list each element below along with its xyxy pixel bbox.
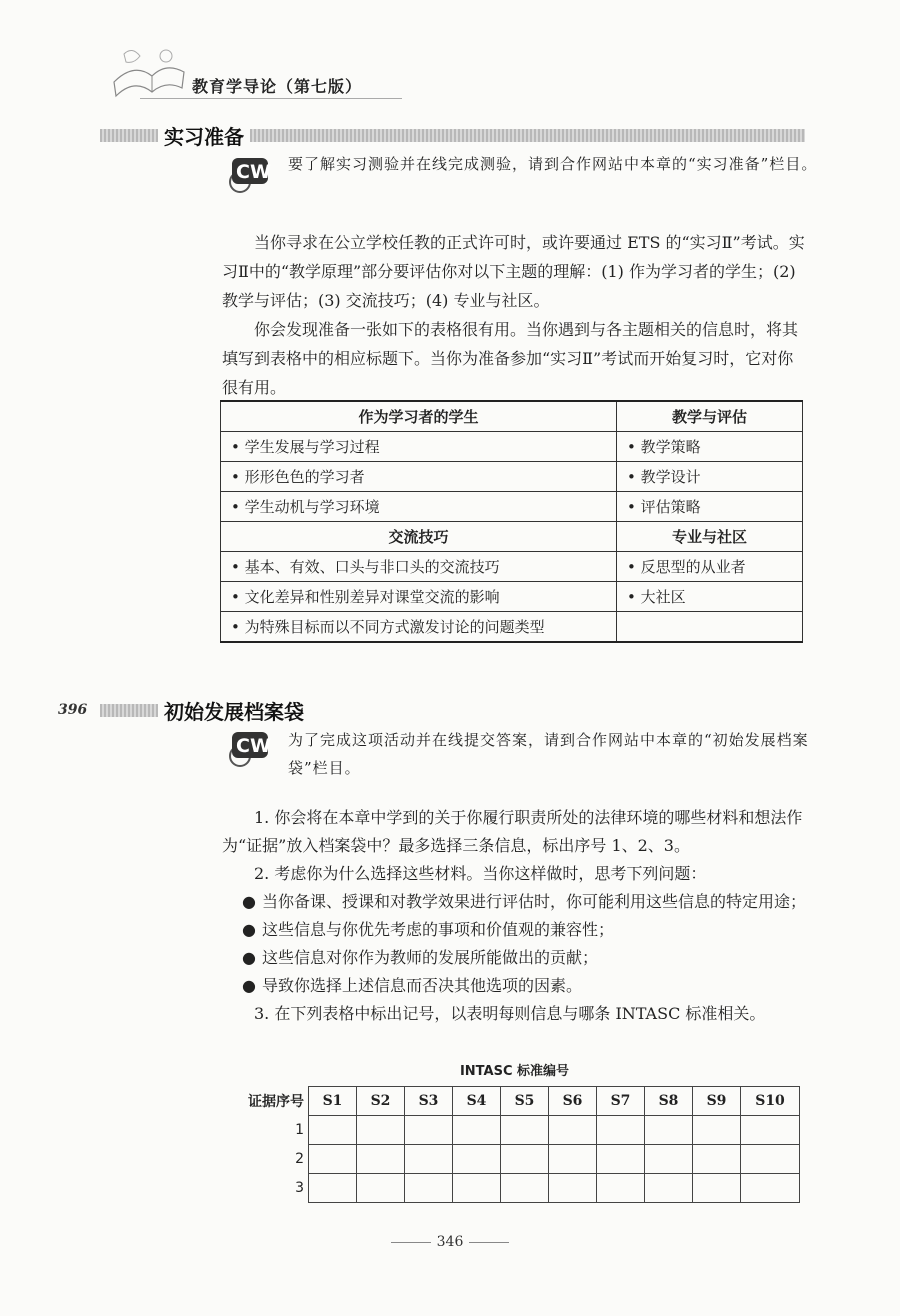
bullet-item: ● 导致你选择上述信息而否决其他选项的因素。 xyxy=(242,972,807,1000)
table-row xyxy=(221,552,803,582)
column-header: S5 xyxy=(501,1087,549,1116)
bullet-item: ● 这些信息对你作为教师的发展所能做出的贡献； xyxy=(242,944,807,972)
list-item: 2. 考虑你为什么选择这些材料。当你这样做时，思考下列问题： xyxy=(254,864,707,883)
footer-ornament-left xyxy=(391,1242,431,1243)
row-number: 3 xyxy=(222,1174,309,1203)
heading-bar-left xyxy=(100,704,158,717)
table-header: 专业与社区 xyxy=(617,522,803,552)
cw-icon xyxy=(226,152,272,198)
table-cell: • 大社区 xyxy=(617,582,803,612)
page-footer xyxy=(0,1234,900,1250)
table-cell: • 评估策略 xyxy=(617,492,803,522)
header-title: 教育学导论（第七版） xyxy=(192,77,363,96)
heading-bar-right xyxy=(250,129,805,142)
row-number: 1 xyxy=(222,1116,309,1145)
table-row xyxy=(221,582,803,612)
table-cell: • 为特殊目标而以不同方式激发讨论的问题类型 xyxy=(221,612,617,643)
cw-icon xyxy=(226,726,272,772)
table-header: 交流技巧 xyxy=(221,522,617,552)
column-header: S4 xyxy=(453,1087,501,1116)
heading-bar-left xyxy=(100,129,158,142)
cw-note: 为了完成这项活动并在线提交答案，请到合作网站中本章的“初始发展档案袋”栏目。 xyxy=(288,731,809,777)
bullet-list xyxy=(222,888,807,1000)
table-row xyxy=(222,1145,800,1174)
table-cell: • 形形色色的学习者 xyxy=(221,462,617,492)
table-row xyxy=(221,612,803,643)
bullet-icon: ● xyxy=(242,920,256,939)
page-number: 346 xyxy=(436,1234,464,1250)
intasc-table xyxy=(222,1086,800,1203)
bullet-icon: ● xyxy=(242,892,256,911)
list-item: 3. 在下列表格中标出记号，以表明每则信息与哪条 INTASC 标准相关。 xyxy=(254,1004,766,1023)
column-header: S8 xyxy=(645,1087,693,1116)
column-header: S6 xyxy=(549,1087,597,1116)
table-row xyxy=(221,462,803,492)
book-icon xyxy=(104,42,188,98)
paragraph: 你会发现准备一张如下的表格很有用。当你遇到与各主题相关的信息时，将其填写到表格中的相应标题下。当你为准备参加“实习Ⅱ”考试而开始复习时，它对你很有用。 xyxy=(222,320,799,397)
intasc-table-caption: INTASC 标准编号 xyxy=(459,1064,570,1079)
intro-paragraphs xyxy=(222,228,807,402)
column-header: S1 xyxy=(309,1087,357,1116)
table-cell: • 教学策略 xyxy=(617,432,803,462)
section-heading-portfolio xyxy=(100,697,805,723)
bullet-item: ● 当你备课、授课和对教学效果进行评估时，你可能利用这些信息的特定用途； xyxy=(242,888,807,916)
bullet-item: ● 这些信息与你优先考虑的事项和价值观的兼容性； xyxy=(242,916,807,944)
table-row xyxy=(221,432,803,462)
column-header: S10 xyxy=(741,1087,800,1116)
svg-text:CW: CW xyxy=(236,161,271,183)
table-row xyxy=(222,1116,800,1145)
section-title: 实习准备 xyxy=(164,124,244,149)
paragraph: 当你寻求在公立学校任教的正式许可时，或许要通过 ETS 的“实习Ⅱ”考试。实习Ⅱ中的“教学原理”部分要评估你对以下主题的理解：(1) 作为学习者的学生；(2) 教学与评估；(3) 交流技巧；(4) 专业与社区。 xyxy=(222,233,805,310)
list-item: 1. 你会将在本章中学到的关于你履行职责所处的法律环境的哪些材料和想法作为“证据”放入档案袋中？最多选择三条信息，标出序号 1、2、3。 xyxy=(222,808,803,855)
row-number: 2 xyxy=(222,1145,309,1174)
margin-page-number: 396 xyxy=(58,702,88,718)
table-cell: • 反思型的从业者 xyxy=(617,552,803,582)
section-title: 初始发展档案袋 xyxy=(164,699,304,724)
table-cell: • 教学设计 xyxy=(617,462,803,492)
column-header: S9 xyxy=(693,1087,741,1116)
topics-table xyxy=(220,400,803,643)
table-row xyxy=(222,1087,800,1116)
table-row xyxy=(221,492,803,522)
column-header: S2 xyxy=(357,1087,405,1116)
svg-text:CW: CW xyxy=(236,735,271,757)
column-header: S7 xyxy=(597,1087,645,1116)
table-cell: • 学生动机与学习环境 xyxy=(221,492,617,522)
section-heading-practice xyxy=(100,122,805,148)
table-cell xyxy=(617,612,803,643)
table-header: 作为学习者的学生 xyxy=(221,401,617,432)
portfolio-instructions xyxy=(222,804,807,1028)
table-cell: • 文化差异和性别差异对课堂交流的影响 xyxy=(221,582,617,612)
column-header: S3 xyxy=(405,1087,453,1116)
table-cell: • 基本、有效、口头与非口头的交流技巧 xyxy=(221,552,617,582)
bullet-icon: ● xyxy=(242,948,256,967)
header-divider xyxy=(140,98,402,99)
table-header: 教学与评估 xyxy=(617,401,803,432)
table-cell: • 学生发展与学习过程 xyxy=(221,432,617,462)
bullet-icon: ● xyxy=(242,976,256,995)
footer-ornament-right xyxy=(469,1242,509,1243)
row-header: 证据序号 xyxy=(222,1087,309,1116)
cw-note: 要了解实习测验并在线完成测验，请到合作网站中本章的“实习准备”栏目。 xyxy=(288,155,818,173)
table-row xyxy=(222,1174,800,1203)
